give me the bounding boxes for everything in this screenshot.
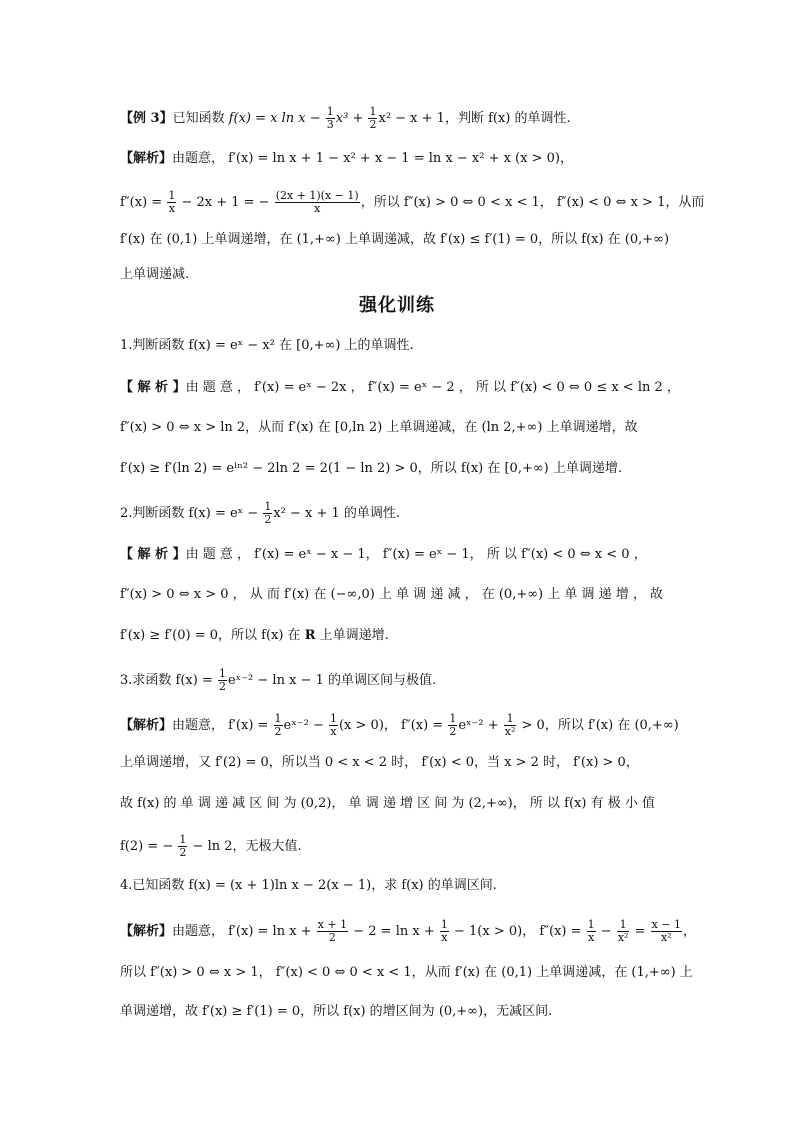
fraction: $\frac{1}{x}$ (440, 918, 448, 944)
solution-tag: 【解析】 (120, 151, 173, 166)
fraction: $\frac{1}{x}$ (587, 918, 595, 944)
section-title: 强化训练 (359, 295, 435, 316)
problem-2-solution-line-3: f′(x) ≥ f′(0) = 0，所以 f(x) 在 R 上单调递增. (120, 628, 389, 643)
solution-tag: 【 解 析 】 (120, 380, 186, 395)
fraction: $\frac{1}{3}$ (326, 105, 334, 131)
problem-4-solution-line-3: 单调递增，故 f′(x) ≥ f′(1) = 0，所以 f(x) 的增区间为 (0,+∞)，无减区间. (120, 1004, 553, 1019)
problem-3-solution-line-2: 上单调递增，又 f′(2) = 0，所以当 0 < x < 2 时， f′(x) < 0，当 x > 2 时， f′(x) > 0， (120, 755, 639, 770)
solution-tag: 【解析】 (120, 924, 173, 939)
example-solution-line-3: f′(x) 在 (0,1) 上单调递增，在 (1,+∞) 上单调递减，故 f′(x) ≤ f′(1) = 0，所以 f(x) 在 (0,+∞) (120, 232, 670, 247)
problem-2-solution-line-2: f″(x) > 0 ⇔ x > 0 ， 从 而 f′(x) 在 (−∞,0) 上 单 调 递 减 ， 在 (0,+∞) 上 单 调 递 增 ， 故 (120, 587, 664, 602)
fraction: $\frac{1}{2}$ (449, 712, 457, 738)
fraction: $\frac{1}{x}$ (168, 189, 176, 215)
fraction: $\frac{1}{2}$ (369, 105, 377, 131)
example-solution-line-1: 【解析】由题意， f′(x) = ln x + 1 − x² + x − 1 = ln x − x² + x (x > 0)， (120, 151, 573, 166)
example-solution-line-2: f″(x) = $\frac{1}{x}$ − 2x + 1 = − $\frac{(2x + 1)(x - 1)}{x}$ ，所以 f″(x) > 0 ⇔ 0 < x < 1， f″(x) < 0 ⇔ x > 1，从而 (120, 189, 705, 215)
fraction: $\frac{x - 1}{\text{x²}}$ (651, 918, 682, 944)
problem-3-solution-line-1: 【解析】由题意， f′(x) = $\frac{1}{2}$ eˣ⁻² − $\frac{1}{x}$ (x > 0)， f″(x) = $\frac{1}{2}$ eˣ⁻² + $\frac{1}{\text{x²}}$ > 0，所以 f′(x) 在 (0,+∞) (120, 712, 679, 738)
problem-4-solution-line-1: 【解析】由题意， f′(x) = ln x + $\frac{x + 1}{2}$ − 2 = ln x + $\frac{1}{x}$ − 1(x > 0)， f″(x) = $\frac{1}{x}$ − $\frac{1}{\text{x²}}$ = $\frac{x - 1}{\text{x²}}$ ， (120, 918, 697, 944)
problem-4-solution-line-2: 所以 f″(x) > 0 ⇔ x > 1， f″(x) < 0 ⇔ 0 < x < 1，从而 f′(x) 在 (0,1) 上单调递减，在 (1,+∞) 上 (120, 965, 693, 980)
problem-1-solution-line-3: f′(x) ≥ f′(ln 2) = eˡⁿ² − 2ln 2 = 2(1 − ln 2) > 0，所以 f(x) 在 [0,+∞) 上单调递增. (120, 461, 623, 476)
problem-3-solution-line-4: f(2) = − $\frac{1}{2}$ − ln 2，无极大值. (120, 833, 302, 859)
fraction: $\frac{x + 1}{2}$ (317, 918, 348, 944)
problem-1-solution-line-1: 【 解 析 】由 题 意 ， f′(x) = eˣ − 2x ， f″(x) = eˣ − 2 ， 所 以 f″(x) < 0 ⇔ 0 ≤ x < ln 2 ， (120, 380, 680, 395)
fraction: $\frac{1}{2}$ (179, 833, 187, 859)
solution-tag: 【解析】 (120, 718, 173, 733)
problem-1-question: 1.判断函数 f(x) = eˣ − x² 在 [0,+∞) 上的单调性. (120, 338, 414, 353)
problem-2-question: 2.判断函数 f(x) = eˣ − $\frac{1}{2}$ x² − x + 1 的单调性. (120, 500, 401, 526)
problem-3-question: 3.求函数 f(x) = $\frac{1}{2}$ eˣ⁻² − ln x − 1 的单调区间与极值. (120, 667, 437, 693)
example-question: 【例 3】已知函数 f(x) = x ln x − $\frac{1}{3}$ x³ + $\frac{1}{2}$ x² − x + 1，判断 f(x) 的单调性. (120, 105, 571, 131)
example-tag: 【例 3】 (120, 111, 173, 126)
fraction: $\frac{(2x + 1)(x - 1)}{x}$ (275, 189, 359, 215)
fraction: $\frac{1}{\text{x²}}$ (617, 918, 629, 944)
fraction: $\frac{1}{2}$ (264, 500, 272, 526)
fraction: $\frac{1}{2}$ (218, 667, 226, 693)
problem-1-solution-line-2: f″(x) > 0 ⇔ x > ln 2，从而 f′(x) 在 [0,ln 2) 上单调递减，在 (ln 2,+∞) 上单调递增，故 (120, 420, 638, 435)
problem-4-question: 4.已知函数 f(x) = (x + 1)ln x − 2(x − 1)，求 f(x) 的单调区间. (120, 878, 497, 893)
solution-tag: 【 解 析 】 (120, 547, 186, 562)
example-solution-line-4: 上单调递减. (120, 267, 190, 282)
fraction: $\frac{1}{2}$ (274, 712, 282, 738)
problem-3-solution-line-3: 故 f(x) 的 单 调 递 减 区 间 为 (0,2)， 单 调 递 增 区 间 为 (2,+∞)， 所 以 f(x) 有 极 小 值 (120, 796, 655, 811)
fraction: $\frac{1}{\text{x²}}$ (504, 712, 516, 738)
fraction: $\frac{1}{x}$ (329, 712, 337, 738)
problem-2-solution-line-1: 【 解 析 】由 题 意 ， f′(x) = eˣ − x − 1， f″(x) = eˣ − 1， 所 以 f″(x) < 0 ⇔ x < 0 ， (120, 547, 647, 562)
